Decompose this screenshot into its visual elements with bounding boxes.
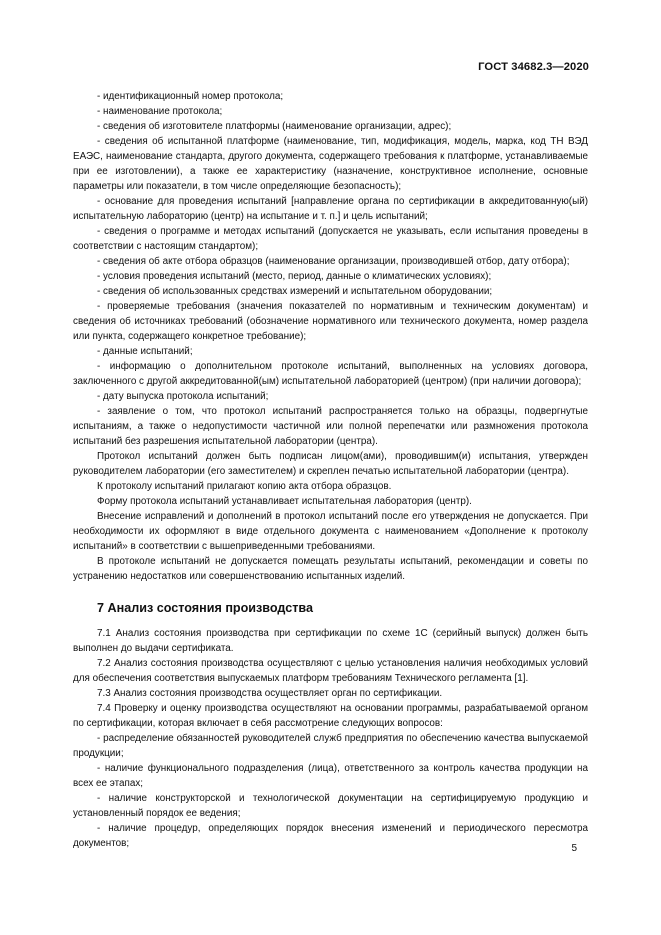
paragraph: 7.3 Анализ состояния производства осуществляет орган по сертификации. xyxy=(97,688,443,699)
list-item: - заявление о том, что протокол испытаний распространяется только на образцы, подвергнутые испытаниям, а также о недопустимости частичной или полной перепечатки или размножения протокола испытаний без разрешения испытательной лаборатории (центра). xyxy=(73,406,588,447)
list-item: - основание для проведения испытаний [направление органа по сертификации в аккредитованную(ый) испытательную лабораторию (центр) на испытание и т. п.] и цель испытаний; xyxy=(73,196,588,222)
section-heading: 7 Анализ состояния производства xyxy=(97,601,313,615)
list-item: - распределение обязанностей руководителей служб предприятия по обеспечению качества выпускаемой продукции; xyxy=(73,733,588,759)
list-item: - сведения о программе и методах испытаний (допускается не указывать, если испытания проведены в соответствии с настоящим стандартом); xyxy=(73,226,588,252)
list-item: - наличие функционального подразделения (лица), ответственного за контроль качества продукции на всех ее этапах; xyxy=(73,763,588,789)
document-code: ГОСТ 34682.3—2020 xyxy=(478,61,589,73)
list-item: - данные испытаний; xyxy=(97,346,193,357)
list-item: - сведения об использованных средствах измерений и испытательном оборудовании; xyxy=(97,286,493,297)
page-number: 5 xyxy=(571,843,577,854)
list-item: - сведения об испытанной платформе (наименование, тип, модификация, модель, марка, код ТН ВЭД ЕАЭС, наименование стандарта, другого документа, содержащего требования к платформе, устанавливаемые при ее изготовлении), а также ее характеристику (назначение, конструктивное исполнение, основные параметры или показатели, в том числе определяющие безопасность); xyxy=(73,136,588,192)
list-item: - информацию о дополнительном протоколе испытаний, выполненных на условиях договора, заключенного с другой аккредитованной(ым) испытательной лабораторией (центром) (при наличии договора); xyxy=(73,361,588,387)
list-item: - идентификационный номер протокола; xyxy=(97,91,284,102)
paragraph: Протокол испытаний должен быть подписан лицом(ами), проводившим(и) испытания, утвержден руководителем лаборатории (его заместителем) и скреплен печатью испытательной лаборатории (центра). xyxy=(73,451,588,477)
list-item: - проверяемые требования (значения показателей по нормативным и техническим документам) и сведения об источниках требований (обозначение нормативного или технического документа, номер раздела или пункта, содержащего конкретное требование); xyxy=(73,301,588,342)
paragraph: 7.1 Анализ состояния производства при сертификации по схеме 1С (серийный выпуск) должен быть выполнен до выдачи сертификата. xyxy=(73,628,588,654)
list-item: - наличие конструкторской и технологической документации на сертифицируемую продукцию и установленный порядок ее ведения; xyxy=(73,793,588,819)
list-item: - условия проведения испытаний (место, период, данные о климатических условиях); xyxy=(97,271,492,282)
paragraph: Форму протокола испытаний устанавливает испытательная лаборатория (центр). xyxy=(97,496,472,507)
document-body xyxy=(73,89,588,851)
paragraph: 7.2 Анализ состояния производства осуществляют с целью установления наличия необходимых условий для обеспечения соответствия выпускаемых платформ требованиям Технического регламента [1]. xyxy=(73,658,588,684)
production-check-list xyxy=(73,731,588,851)
list-item: - дату выпуска протокола испытаний; xyxy=(97,391,269,402)
list-item: - наличие процедур, определяющих порядок внесения изменений и периодического пересмотра документов; xyxy=(73,823,588,849)
paragraph: К протоколу испытаний прилагают копию акта отбора образцов. xyxy=(97,481,392,492)
list-item: - сведения об изготовителе платформы (наименование организации, адрес); xyxy=(97,121,452,132)
paragraph: Внесение исправлений и дополнений в протокол испытаний после его утверждения не допускается. При необходимости их оформляют в виде отдельного документа с наименованием «Дополнение к протоколу испытаний» в соответствии с вышеприведенными требованиями. xyxy=(73,511,588,552)
list-item: - сведения об акте отбора образцов (наименование организации, производившей отбор, дату отбора); xyxy=(97,256,570,267)
protocol-contents-list xyxy=(73,89,588,449)
paragraph: В протоколе испытаний не допускается помещать результаты испытаний, рекомендации и советы по устранению недостатков или совершенствованию испытанных изделий. xyxy=(73,556,588,582)
paragraph: 7.4 Проверку и оценку производства осуществляют на основании программы, разрабатываемой органом по сертификации, которая включает в себя рассмотрение следующих вопросов: xyxy=(73,703,588,729)
list-item: - наименование протокола; xyxy=(97,106,223,117)
